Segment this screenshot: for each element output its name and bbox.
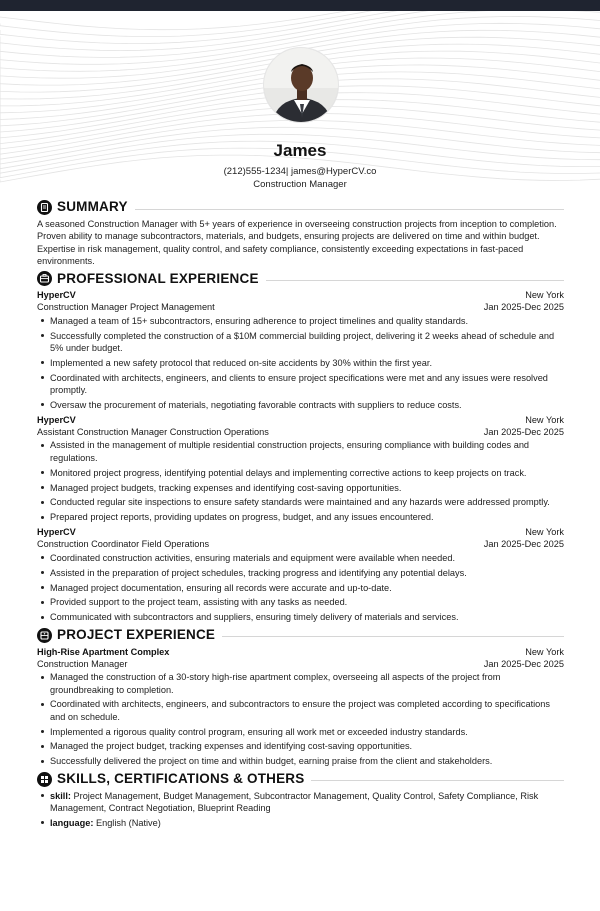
list-item: Managed project budgets, tracking expenses and identifying cost-saving opportunities. [37, 482, 564, 494]
profile-photo [263, 47, 339, 123]
experience-entry [37, 414, 564, 524]
position: Construction Manager Project Management [37, 302, 215, 313]
experience-entry [37, 526, 564, 623]
section-title: SKILLS, CERTIFICATIONS & OTHERS [57, 771, 305, 787]
list-item: Coordinated with architects, engineers, and subcontractors to ensure the project was completed according to specifications and on schedule. [37, 698, 564, 723]
experience-entry [37, 289, 564, 411]
location: New York [525, 646, 564, 657]
job-title: Construction Manager [253, 179, 347, 190]
position: Construction Manager [37, 658, 128, 669]
section-divider [311, 780, 564, 781]
list-item: Monitored project progress, identifying potential delays and implementing corrective actions to keep projects on track. [37, 467, 564, 479]
company-name: HyperCV [37, 290, 76, 301]
date-range: Jan 2025-Dec 2025 [483, 427, 564, 438]
experience-list [37, 289, 564, 623]
list-item: Conducted regular site inspections to ensure safety standards were maintained and any hazards were addressed promptly. [37, 496, 564, 508]
section-divider [222, 636, 564, 637]
date-range: Jan 2025-Dec 2025 [483, 539, 564, 550]
bullet-list [37, 552, 564, 624]
list-item: Prepared project reports, providing updates on progress, budget, and any issues encountered. [37, 511, 564, 523]
section-divider [135, 209, 564, 210]
location: New York [525, 527, 564, 538]
language-value: English (Native) [95, 817, 161, 828]
resume-body [37, 196, 564, 832]
bullet-list [37, 315, 564, 411]
date-range: Jan 2025-Dec 2025 [483, 658, 564, 669]
list-item: Managed the construction of a 30-story high-rise apartment complex, overseeing all aspects of the project from groundbreaking to completion. [37, 671, 564, 696]
list-item: Implemented a rigorous quality control program, ensuring all work met or exceeded industry standards. [37, 726, 564, 738]
company-name: HyperCV [37, 414, 76, 425]
section-divider [266, 280, 564, 281]
contact-info: (212)555-1234| james@HyperCV.co [223, 166, 377, 177]
list-item: Managed project documentation, ensuring all records were accurate and up-to-date. [37, 582, 564, 594]
briefcase-icon [37, 271, 52, 286]
list-item: Coordinated with architects, engineers, and clients to ensure project specifications were met and any issues were resolved promptly. [37, 372, 564, 397]
grid-icon [37, 772, 52, 787]
section-title: PROFESSIONAL EXPERIENCE [57, 270, 259, 286]
position: Assistant Construction Manager Construction Operations [37, 427, 269, 438]
list-item: Managed a team of 15+ subcontractors, ensuring adherence to project timelines and quality standards. [37, 315, 564, 327]
project-entry [37, 646, 564, 768]
section-title: SUMMARY [57, 199, 128, 215]
wave-line [0, 11, 600, 30]
bullet-list [37, 671, 564, 767]
list-item: Provided support to the project team, assisting with any tasks as needed. [37, 596, 564, 608]
summary-text: A seasoned Construction Manager with 5+ years of experience in overseeing construction projects from inception to completion. Proven ability to manage subcontractors, materials, and budgets, ensuring projects are delivered on time and within budget. Expertise in risk management, quality control, and safety compliance, consistently exceeding expectations in fast-paced environments. [37, 219, 557, 266]
projects-header [37, 628, 564, 643]
list-item [37, 790, 564, 815]
list-item [37, 817, 564, 829]
skills-header [37, 772, 564, 787]
project-icon [37, 628, 52, 643]
list-item: Successfully completed the construction of a $10M commercial building project, delivering it 2 weeks ahead of schedule and 5% under budget. [37, 330, 564, 355]
bullet-list [37, 439, 564, 523]
list-item: Assisted in the preparation of project schedules, tracking progress and identifying any potential delays. [37, 567, 564, 579]
list-item: Assisted in the management of multiple residential construction projects, ensuring compliance with building codes and regulations. [37, 439, 564, 464]
candidate-name: James [273, 141, 327, 160]
language-key: language: [50, 817, 94, 828]
project-name: High-Rise Apartment Complex [37, 646, 170, 657]
location: New York [525, 290, 564, 301]
date-range: Jan 2025-Dec 2025 [483, 302, 564, 313]
list-item: Coordinated construction activities, ensuring materials and equipment were available when needed. [37, 552, 564, 564]
section-title: PROJECT EXPERIENCE [57, 626, 216, 642]
location: New York [525, 414, 564, 425]
skill-value: Project Management, Budget Management, Subcontractor Management, Quality Control, Safety Compliance, Risk Management, Contract Negotiation, Blueprint Reading [50, 790, 539, 813]
document-icon [37, 200, 52, 215]
list-item: Managed the project budget, tracking expenses and identifying cost-saving opportunities. [37, 740, 564, 752]
wave-line [0, 11, 600, 44]
skills-list [37, 790, 564, 829]
list-item: Communicated with subcontractors and suppliers, ensuring timely delivery of materials and services. [37, 611, 564, 623]
skill-key: skill: [50, 790, 71, 801]
experience-header [37, 271, 564, 286]
list-item: Oversaw the procurement of materials, negotiating favorable contracts with suppliers to reduce costs. [37, 399, 564, 411]
company-name: HyperCV [37, 527, 76, 538]
summary-header [37, 200, 564, 215]
list-item: Implemented a new safety protocol that reduced on-site accidents by 30% within the first year. [37, 357, 564, 369]
top-bar [0, 0, 600, 11]
list-item: Successfully delivered the project on time and within budget, earning praise from the client and stakeholders. [37, 755, 564, 767]
position: Construction Coordinator Field Operations [37, 539, 210, 550]
